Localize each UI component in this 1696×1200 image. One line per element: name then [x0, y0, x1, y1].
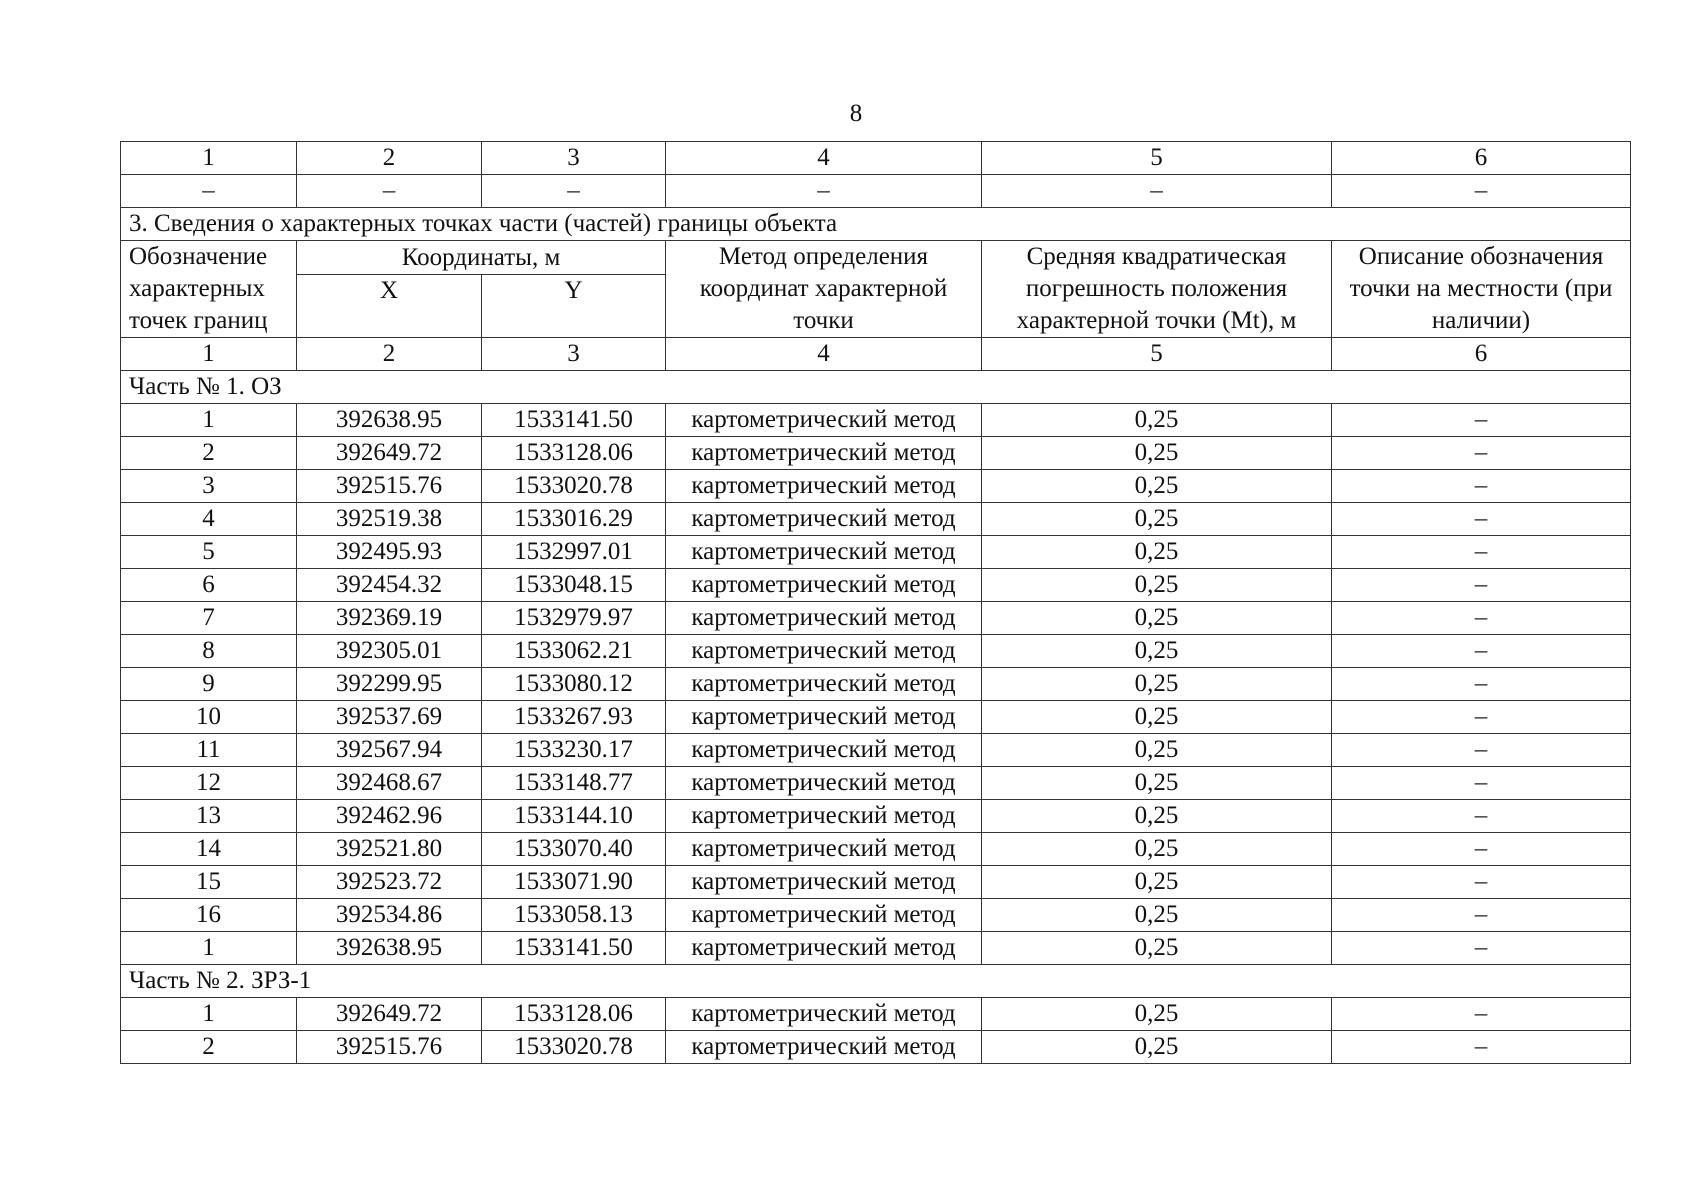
y-cell: 1533128.06	[482, 998, 666, 1031]
table-row	[121, 833, 1631, 866]
x-cell: 392534.86	[297, 899, 482, 932]
table-row	[121, 536, 1631, 569]
top-dash-cell: –	[982, 175, 1332, 208]
y-cell: 1533062.21	[482, 635, 666, 668]
table-row	[121, 404, 1631, 437]
table-row	[121, 899, 1631, 932]
y-cell: 1533230.17	[482, 734, 666, 767]
point-cell: 5	[121, 536, 297, 569]
table-row	[121, 437, 1631, 470]
desc-cell: –	[1332, 470, 1631, 503]
mt-cell: 0,25	[982, 569, 1332, 602]
top-numbers-row	[121, 142, 1631, 175]
mt-cell: 0,25	[982, 635, 1332, 668]
table-row	[121, 470, 1631, 503]
desc-cell: –	[1332, 998, 1631, 1031]
y-cell: 1533048.15	[482, 569, 666, 602]
desc-cell: –	[1332, 602, 1631, 635]
method-cell: картометрический метод	[666, 767, 982, 800]
header-method: Метод определения координат характерной точки	[666, 241, 982, 338]
method-cell: картометрический метод	[666, 1031, 982, 1064]
x-cell: 392649.72	[297, 998, 482, 1031]
method-cell: картометрический метод	[666, 635, 982, 668]
mt-cell: 0,25	[982, 437, 1332, 470]
method-cell: картометрический метод	[666, 569, 982, 602]
y-cell: 1533148.77	[482, 767, 666, 800]
x-cell: 392299.95	[297, 668, 482, 701]
table-row	[121, 734, 1631, 767]
y-cell: 1533267.93	[482, 701, 666, 734]
part-title: Часть № 1. ОЗ	[121, 371, 1631, 404]
point-cell: 3	[121, 470, 297, 503]
part-title: Часть № 2. ЗРЗ-1	[121, 965, 1631, 998]
method-cell: картометрический метод	[666, 536, 982, 569]
top-col-number: 3	[482, 142, 666, 175]
point-cell: 1	[121, 932, 297, 965]
column-number: 6	[1332, 338, 1631, 371]
top-col-number: 6	[1332, 142, 1631, 175]
x-cell: 392468.67	[297, 767, 482, 800]
x-cell: 392462.96	[297, 800, 482, 833]
desc-cell: –	[1332, 569, 1631, 602]
header-description: Описание обозначения точки на местности (при наличии)	[1332, 241, 1631, 338]
table-row	[121, 1031, 1631, 1064]
point-cell: 13	[121, 800, 297, 833]
table-row	[121, 503, 1631, 536]
y-cell: 1532997.01	[482, 536, 666, 569]
top-col-number: 4	[666, 142, 982, 175]
mt-cell: 0,25	[982, 668, 1332, 701]
method-cell: картометрический метод	[666, 932, 982, 965]
desc-cell: –	[1332, 668, 1631, 701]
desc-cell: –	[1332, 899, 1631, 932]
table-row	[121, 602, 1631, 635]
header-coordinates: Координаты, м	[297, 241, 666, 275]
mt-cell: 0,25	[982, 767, 1332, 800]
column-number: 1	[121, 338, 297, 371]
top-col-number: 5	[982, 142, 1332, 175]
mt-cell: 0,25	[982, 1031, 1332, 1064]
table-row	[121, 701, 1631, 734]
y-cell: 1533141.50	[482, 932, 666, 965]
header-error: Средняя квадратическая погрешность положения характерной точки (Mt), м	[982, 241, 1332, 338]
header-y: Y	[482, 275, 666, 338]
method-cell: картометрический метод	[666, 866, 982, 899]
table-row	[121, 635, 1631, 668]
table-row	[121, 767, 1631, 800]
point-cell: 10	[121, 701, 297, 734]
top-dash-cell: –	[121, 175, 297, 208]
desc-cell: –	[1332, 800, 1631, 833]
y-cell: 1533080.12	[482, 668, 666, 701]
mt-cell: 0,25	[982, 701, 1332, 734]
desc-cell: –	[1332, 701, 1631, 734]
part-title-row	[121, 371, 1631, 404]
mt-cell: 0,25	[982, 470, 1332, 503]
y-cell: 1533070.40	[482, 833, 666, 866]
table-row	[121, 866, 1631, 899]
x-cell: 392521.80	[297, 833, 482, 866]
point-cell: 16	[121, 899, 297, 932]
mt-cell: 0,25	[982, 503, 1332, 536]
point-cell: 15	[121, 866, 297, 899]
mt-cell: 0,25	[982, 899, 1332, 932]
y-cell: 1533058.13	[482, 899, 666, 932]
table-row	[121, 569, 1631, 602]
method-cell: картометрический метод	[666, 602, 982, 635]
top-dash-cell: –	[666, 175, 982, 208]
section-title: 3. Сведения о характерных точках части (частей) границы объекта	[121, 208, 1631, 241]
mt-cell: 0,25	[982, 800, 1332, 833]
desc-cell: –	[1332, 635, 1631, 668]
boundary-points-table	[120, 141, 1631, 1064]
y-cell: 1533144.10	[482, 800, 666, 833]
desc-cell: –	[1332, 866, 1631, 899]
column-number: 3	[482, 338, 666, 371]
desc-cell: –	[1332, 833, 1631, 866]
method-cell: картометрический метод	[666, 998, 982, 1031]
section-title-row	[121, 208, 1631, 241]
table-row	[121, 998, 1631, 1031]
mt-cell: 0,25	[982, 866, 1332, 899]
y-cell: 1533020.78	[482, 470, 666, 503]
method-cell: картометрический метод	[666, 437, 982, 470]
method-cell: картометрический метод	[666, 404, 982, 437]
method-cell: картометрический метод	[666, 701, 982, 734]
y-cell: 1533071.90	[482, 866, 666, 899]
desc-cell: –	[1332, 767, 1631, 800]
header-row	[121, 241, 1631, 275]
top-dash-cell: –	[1332, 175, 1631, 208]
x-cell: 392638.95	[297, 932, 482, 965]
point-cell: 2	[121, 1031, 297, 1064]
point-cell: 11	[121, 734, 297, 767]
x-cell: 392638.95	[297, 404, 482, 437]
y-cell: 1533128.06	[482, 437, 666, 470]
point-cell: 8	[121, 635, 297, 668]
x-cell: 392495.93	[297, 536, 482, 569]
desc-cell: –	[1332, 503, 1631, 536]
point-cell: 7	[121, 602, 297, 635]
desc-cell: –	[1332, 932, 1631, 965]
point-cell: 9	[121, 668, 297, 701]
desc-cell: –	[1332, 404, 1631, 437]
x-cell: 392454.32	[297, 569, 482, 602]
method-cell: картометрический метод	[666, 734, 982, 767]
y-cell: 1533020.78	[482, 1031, 666, 1064]
mt-cell: 0,25	[982, 833, 1332, 866]
x-cell: 392523.72	[297, 866, 482, 899]
x-cell: 392649.72	[297, 437, 482, 470]
point-cell: 14	[121, 833, 297, 866]
y-cell: 1533141.50	[482, 404, 666, 437]
x-cell: 392515.76	[297, 470, 482, 503]
x-cell: 392369.19	[297, 602, 482, 635]
column-number: 2	[297, 338, 482, 371]
method-cell: картометрический метод	[666, 668, 982, 701]
point-cell: 1	[121, 998, 297, 1031]
desc-cell: –	[1332, 437, 1631, 470]
table-row	[121, 668, 1631, 701]
mt-cell: 0,25	[982, 404, 1332, 437]
point-cell: 1	[121, 404, 297, 437]
desc-cell: –	[1332, 536, 1631, 569]
mt-cell: 0,25	[982, 602, 1332, 635]
mt-cell: 0,25	[982, 998, 1332, 1031]
column-number: 4	[666, 338, 982, 371]
top-dash-cell: –	[482, 175, 666, 208]
method-cell: картометрический метод	[666, 800, 982, 833]
table-row	[121, 932, 1631, 965]
point-cell: 12	[121, 767, 297, 800]
x-cell: 392567.94	[297, 734, 482, 767]
method-cell: картометрический метод	[666, 503, 982, 536]
mt-cell: 0,25	[982, 932, 1332, 965]
top-dashes-row	[121, 175, 1631, 208]
y-cell: 1532979.97	[482, 602, 666, 635]
top-col-number: 2	[297, 142, 482, 175]
desc-cell: –	[1332, 1031, 1631, 1064]
x-cell: 392515.76	[297, 1031, 482, 1064]
column-number: 5	[982, 338, 1332, 371]
header-x: X	[297, 275, 482, 338]
table-row	[121, 800, 1631, 833]
method-cell: картометрический метод	[666, 470, 982, 503]
x-cell: 392519.38	[297, 503, 482, 536]
mt-cell: 0,25	[982, 536, 1332, 569]
x-cell: 392305.01	[297, 635, 482, 668]
point-cell: 4	[121, 503, 297, 536]
mt-cell: 0,25	[982, 734, 1332, 767]
desc-cell: –	[1332, 734, 1631, 767]
page-number: 8	[849, 100, 863, 127]
method-cell: картометрический метод	[666, 899, 982, 932]
top-dash-cell: –	[297, 175, 482, 208]
y-cell: 1533016.29	[482, 503, 666, 536]
point-cell: 6	[121, 569, 297, 602]
column-numbers-row	[121, 338, 1631, 371]
point-cell: 2	[121, 437, 297, 470]
part-title-row	[121, 965, 1631, 998]
x-cell: 392537.69	[297, 701, 482, 734]
top-col-number: 1	[121, 142, 297, 175]
method-cell: картометрический метод	[666, 833, 982, 866]
header-designation: Обозначение характерных точек границ	[121, 241, 297, 338]
